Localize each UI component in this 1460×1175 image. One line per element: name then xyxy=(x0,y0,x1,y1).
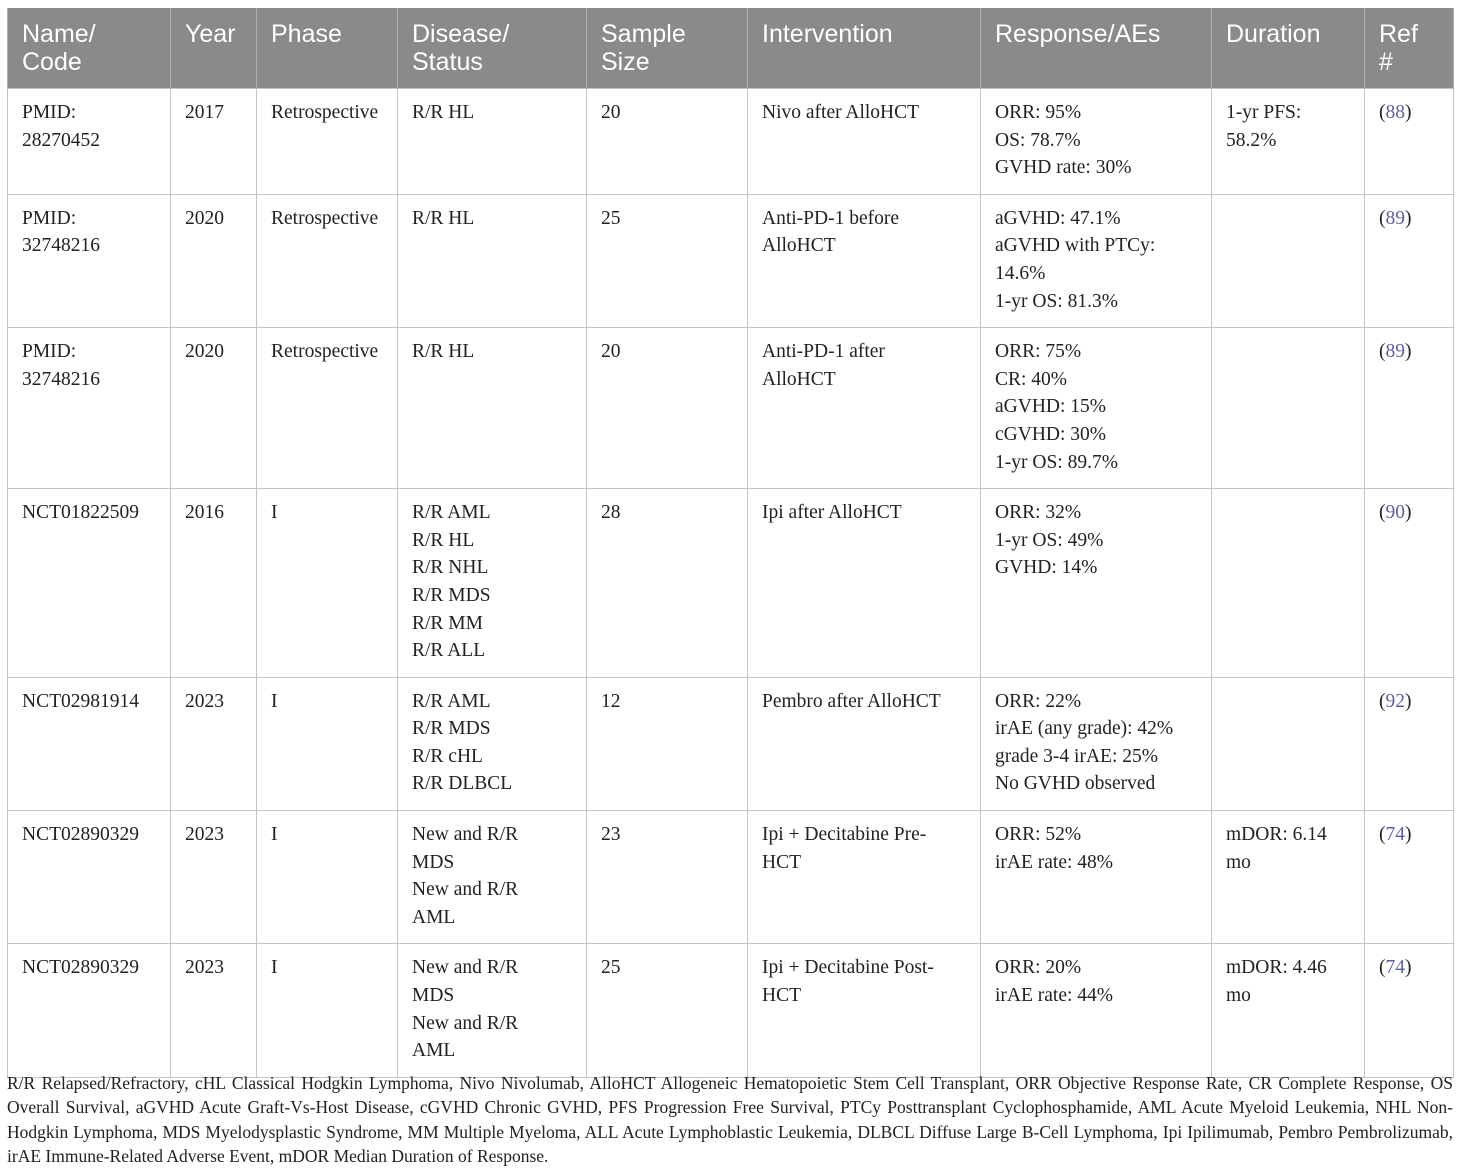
cell-ref: (90) xyxy=(1365,489,1454,678)
cell-year: 2017 xyxy=(171,89,257,195)
cell-intervention: Ipi + Decitabine Post- HCT xyxy=(748,944,981,1077)
cell-duration xyxy=(1212,677,1365,810)
cell-duration xyxy=(1212,328,1365,489)
table-row xyxy=(8,944,1454,1077)
cell-year: 2023 xyxy=(171,811,257,944)
cell-duration xyxy=(1212,489,1365,678)
cell-sample-size: 20 xyxy=(587,328,748,489)
header-disease-status: Disease/ Status xyxy=(398,8,587,89)
cell-intervention: Ipi + Decitabine Pre- HCT xyxy=(748,811,981,944)
cell-sample-size: 25 xyxy=(587,944,748,1077)
table-row xyxy=(8,89,1454,195)
cell-name-code: PMID: 28270452 xyxy=(8,89,171,195)
cell-response-aes: ORR: 20% irAE rate: 44% xyxy=(981,944,1212,1077)
table-row xyxy=(8,811,1454,944)
table-row xyxy=(8,489,1454,678)
cell-name-code: NCT02981914 xyxy=(8,677,171,810)
cell-ref: (88) xyxy=(1365,89,1454,195)
header-ref: Ref # xyxy=(1365,8,1454,89)
trial-table xyxy=(7,8,1454,1078)
header-response-aes: Response/AEs xyxy=(981,8,1212,89)
cell-duration xyxy=(1212,194,1365,327)
table-row xyxy=(8,328,1454,489)
header-intervention: Intervention xyxy=(748,8,981,89)
ref-link[interactable]: 90 xyxy=(1385,502,1405,524)
cell-year: 2023 xyxy=(171,944,257,1077)
table-footnote: R/R Relapsed/Refractory, cHL Classical Hodgkin Lymphoma, Nivo Nivolumab, AlloHCT Allogeneic Hematopoietic Stem Cell Transplant, ORR Objective Response Rate, CR Complete Response, OS Overall Survival, aGVHD Acute Graft-Vs-Host Disease, cGVHD Chronic GVHD, PFS Progression Free Survival, PTCy Posttransplant Cyclophosphamide, AML Acute Myeloid Leukemia, NHL Non-Hodgkin Lymphoma, MDS Myelodysplastic Syndrome, MM Multiple Myeloma, ALL Acute Lymphoblastic Leukemia, DLBCL Diffuse Large B-Cell Lymphoma, Ipi Ipilimumab, Pembro Pembrolizumab, irAE Immune-Related Adverse Event, mDOR Median Duration of Response. xyxy=(7,1073,1453,1167)
cell-ref: (74) xyxy=(1365,811,1454,944)
header-duration: Duration xyxy=(1212,8,1365,89)
cell-year: 2023 xyxy=(171,677,257,810)
table-body xyxy=(8,89,1454,1078)
cell-sample-size: 20 xyxy=(587,89,748,195)
cell-year: 2020 xyxy=(171,194,257,327)
ref-link[interactable]: 92 xyxy=(1385,690,1405,712)
cell-year: 2020 xyxy=(171,328,257,489)
cell-phase: I xyxy=(257,811,398,944)
header-year: Year xyxy=(171,8,257,89)
trial-table-container xyxy=(7,8,1453,1078)
header-name-code: Name/ Code xyxy=(8,8,171,89)
cell-disease-status: New and R/R MDS New and R/R AML xyxy=(398,811,587,944)
cell-response-aes: ORR: 32% 1-yr OS: 49% GVHD: 14% xyxy=(981,489,1212,678)
ref-link[interactable]: 89 xyxy=(1385,207,1405,229)
cell-intervention: Ipi after AlloHCT xyxy=(748,489,981,678)
cell-name-code: NCT02890329 xyxy=(8,944,171,1077)
cell-name-code: NCT01822509 xyxy=(8,489,171,678)
cell-response-aes: aGVHD: 47.1% aGVHD with PTCy: 14.6% 1-yr OS: 81.3% xyxy=(981,194,1212,327)
cell-ref: (89) xyxy=(1365,328,1454,489)
cell-intervention: Pembro after AlloHCT xyxy=(748,677,981,810)
cell-response-aes: ORR: 22% irAE (any grade): 42% grade 3-4 irAE: 25% No GVHD observed xyxy=(981,677,1212,810)
table-row xyxy=(8,194,1454,327)
cell-phase: I xyxy=(257,489,398,678)
ref-link[interactable]: 89 xyxy=(1385,341,1405,363)
cell-disease-status: R/R HL xyxy=(398,89,587,195)
cell-response-aes: ORR: 52% irAE rate: 48% xyxy=(981,811,1212,944)
cell-intervention: Nivo after AlloHCT xyxy=(748,89,981,195)
cell-ref: (89) xyxy=(1365,194,1454,327)
header-sample-size: Sample Size xyxy=(587,8,748,89)
cell-intervention: Anti-PD-1 after AlloHCT xyxy=(748,328,981,489)
cell-disease-status: R/R HL xyxy=(398,194,587,327)
cell-response-aes: ORR: 75% CR: 40% aGVHD: 15% cGVHD: 30% 1-yr OS: 89.7% xyxy=(981,328,1212,489)
cell-disease-status: R/R AML R/R MDS R/R cHL R/R DLBCL xyxy=(398,677,587,810)
table-header-row xyxy=(8,8,1454,89)
cell-name-code: PMID: 32748216 xyxy=(8,328,171,489)
cell-sample-size: 23 xyxy=(587,811,748,944)
cell-phase: Retrospective xyxy=(257,194,398,327)
cell-phase: Retrospective xyxy=(257,328,398,489)
cell-year: 2016 xyxy=(171,489,257,678)
cell-duration: 1-yr PFS: 58.2% xyxy=(1212,89,1365,195)
cell-sample-size: 12 xyxy=(587,677,748,810)
header-phase: Phase xyxy=(257,8,398,89)
cell-phase: I xyxy=(257,677,398,810)
cell-response-aes: ORR: 95% OS: 78.7% GVHD rate: 30% xyxy=(981,89,1212,195)
cell-ref: (74) xyxy=(1365,944,1454,1077)
cell-ref: (92) xyxy=(1365,677,1454,810)
cell-name-code: PMID: 32748216 xyxy=(8,194,171,327)
cell-disease-status: R/R HL xyxy=(398,328,587,489)
ref-link[interactable]: 88 xyxy=(1385,102,1405,123)
cell-sample-size: 25 xyxy=(587,194,748,327)
ref-link[interactable]: 74 xyxy=(1385,824,1405,846)
table-row xyxy=(8,677,1454,810)
cell-disease-status: R/R AML R/R HL R/R NHL R/R MDS R/R MM R/R ALL xyxy=(398,489,587,678)
cell-disease-status: New and R/R MDS New and R/R AML xyxy=(398,944,587,1077)
cell-sample-size: 28 xyxy=(587,489,748,678)
cell-duration: mDOR: 4.46 mo xyxy=(1212,944,1365,1077)
cell-phase: Retrospective xyxy=(257,89,398,195)
ref-link[interactable]: 74 xyxy=(1385,957,1405,979)
cell-duration: mDOR: 6.14 mo xyxy=(1212,811,1365,944)
cell-intervention: Anti-PD-1 before AlloHCT xyxy=(748,194,981,327)
cell-name-code: NCT02890329 xyxy=(8,811,171,944)
cell-phase: I xyxy=(257,944,398,1077)
